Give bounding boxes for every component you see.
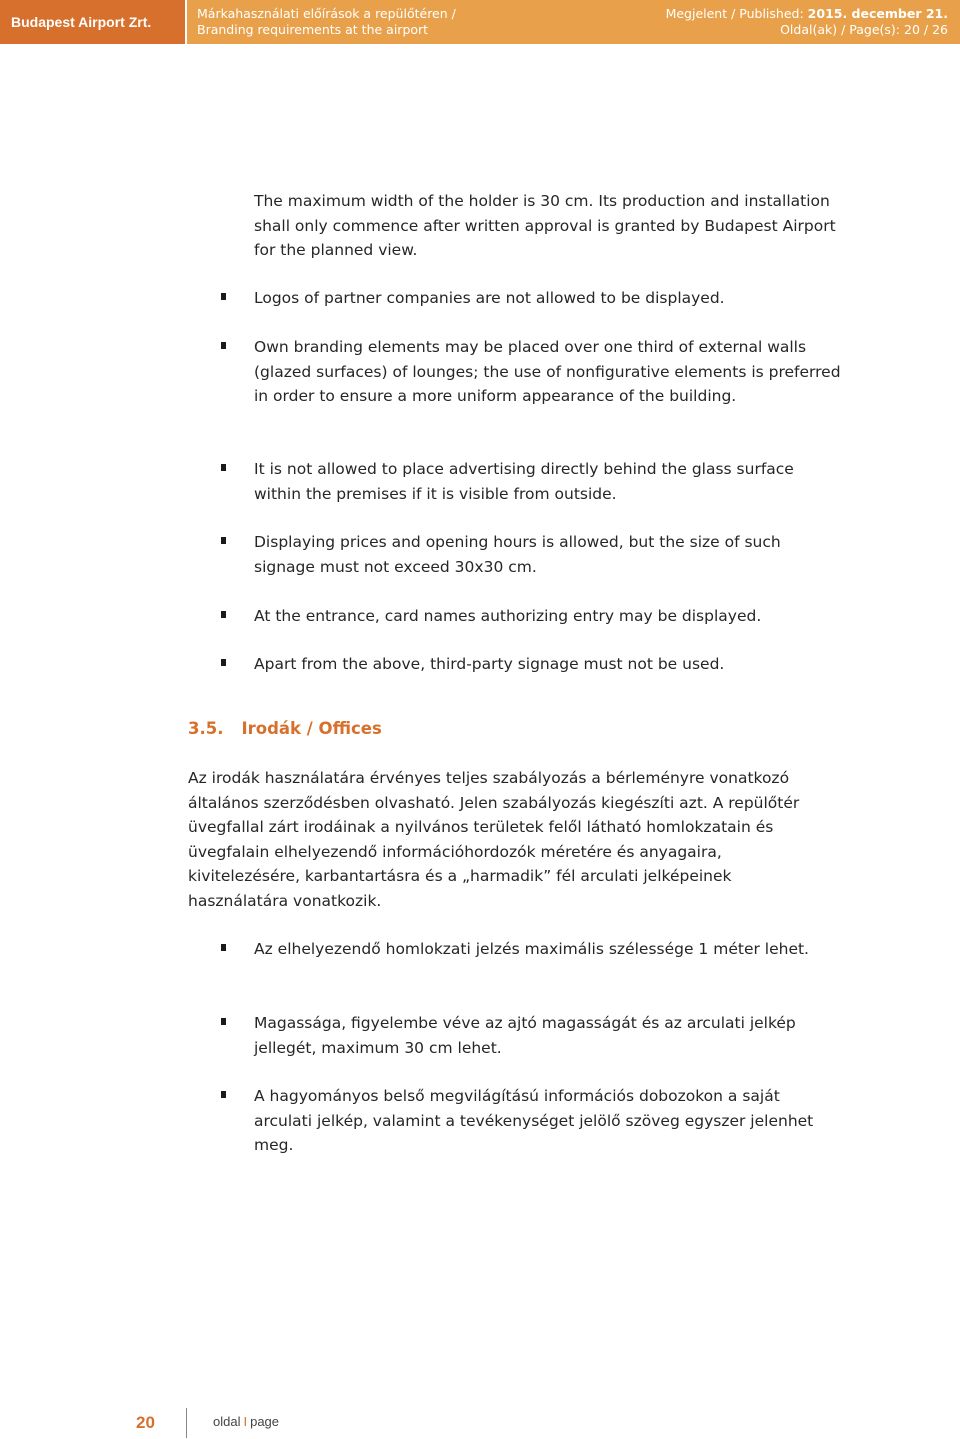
header-published-label: Megjelent / Published: [665,6,804,21]
bullet-square-icon [221,944,226,951]
bullet-en-5-text: At the entrance, card names authorizing entry may be displayed. [254,607,762,625]
header-info-bar [185,0,960,44]
bullet-en-4-text: Displaying prices and opening hours is allowed, but the size of such signage must not exceed 30x30 cm. [254,533,781,576]
header-doc-title-en: Branding requirements at the airport [197,22,429,37]
bullet-square-icon [221,1018,226,1025]
header-meta [666,6,948,38]
section-title: Irodák / Offices [241,719,382,738]
header-company-name: Budapest Airport Zrt. [0,0,185,44]
bullet-en-2 [221,335,841,409]
header-published [666,6,948,22]
bullet-en-4 [221,530,841,579]
bullet-square-icon [221,1091,226,1098]
page-footer [0,1405,960,1439]
header-doc-title-hu: Márkahasználati előírások a repülőtéren / [197,6,456,21]
bullet-en-1 [221,286,841,311]
section-number: 3.5. [188,719,224,738]
bullet-square-icon [221,611,226,618]
bullet-en-3 [221,457,841,506]
footer-page-label [213,1414,279,1429]
header-doc-title [197,6,456,38]
bullet-hu-1 [221,937,841,962]
bullet-hu-3-text: A hagyományos belső megvilágítású információs dobozokon a saját arculati jelkép, valamint a tevékenységet jelölő szöveg egyszer jelenhet meg. [254,1087,814,1154]
bullet-square-icon [221,537,226,544]
bullet-square-icon [221,293,226,300]
bullet-square-icon [221,659,226,666]
bullet-hu-3 [221,1084,841,1158]
footer-separator: I [243,1414,248,1429]
bullet-en-5 [221,604,841,629]
header-published-date: 2015. december 21. [807,6,948,21]
page-header [0,0,960,44]
bullet-en-3-text: It is not allowed to place advertising directly behind the glass surface within the premises if it is visible from outside. [254,460,794,503]
bullet-square-icon [221,464,226,471]
header-pages-value: 20 / 26 [904,22,948,37]
bullet-en-1-text: Logos of partner companies are not allowed to be displayed. [254,289,725,307]
bullet-en-2-text: Own branding elements may be placed over one third of external walls (glazed surfaces) of lounges; the use of nonfigurative elements is preferred in order to ensure a more uniform appearance of the building. [254,338,841,405]
intro-paragraph: The maximum width of the holder is 30 cm. Its production and installation shall only commence after written approval is granted by Budapest Airport for the planned view. [254,192,836,259]
footer-label-en: page [250,1414,280,1429]
header-pages-label: Oldal(ak) / Page(s): [780,22,901,37]
footer-page-number: 20 [136,1413,155,1432]
bullet-en-6 [221,652,841,677]
footer-label-hu: oldal [213,1414,241,1429]
bullet-hu-1-text: Az elhelyezendő homlokzati jelzés maximális szélessége 1 méter lehet. [254,940,809,958]
bullet-hu-2 [221,1011,841,1060]
section-heading [188,719,382,738]
bullet-square-icon [221,342,226,349]
bullet-hu-2-text: Magassága, figyelembe véve az ajtó magasságát és az arculati jelkép jellegét, maximum 30 cm lehet. [254,1014,796,1057]
bullet-en-6-text: Apart from the above, third-party signage must not be used. [254,655,725,673]
header-pages [666,22,948,38]
section-paragraph: Az irodák használatára érvényes teljes szabályozás a bérleményre vonatkozó általános szerződésben olvasható. Jelen szabályozás kiegészíti azt. A repülőtér üvegfallal zárt irodáinak a nyilvános területek felől látható homlokzatain és üvegfalain elhelyezendő információhordozók méretére és anyagaira, kivitelezésére, karbantartásra és a „harmadik” fél arculati jelképeinek használatára vonatkozik. [188,769,800,910]
footer-divider [186,1408,187,1438]
